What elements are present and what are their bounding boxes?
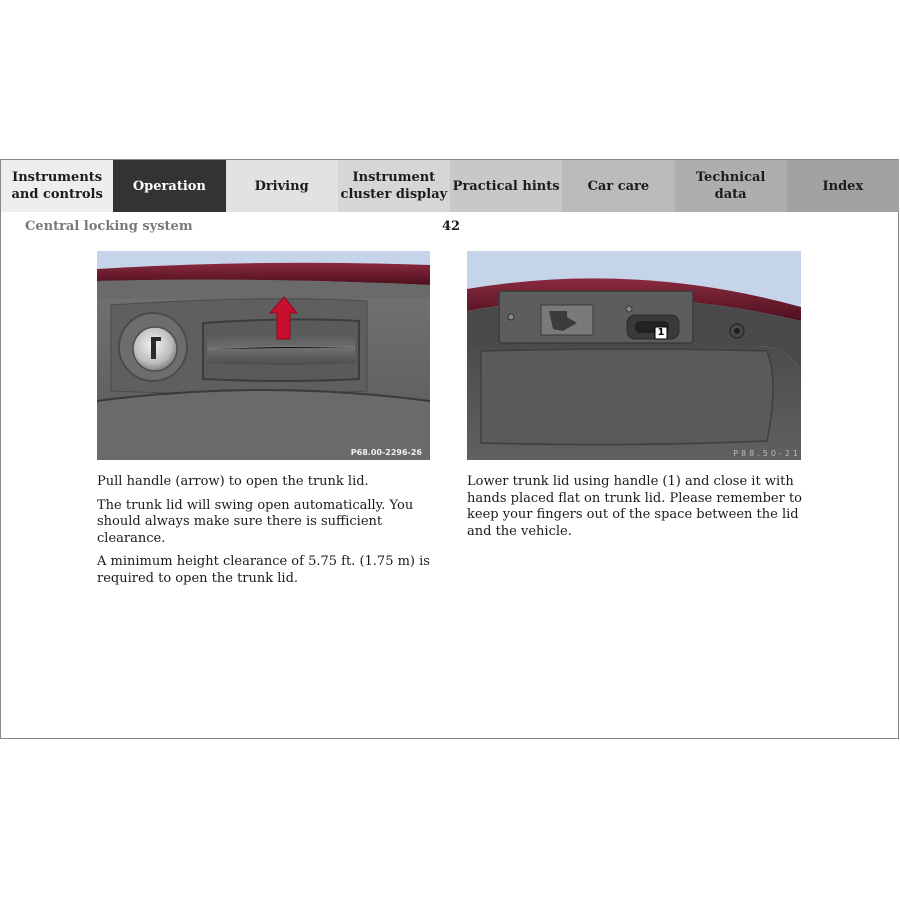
tab-instruments-and-controls[interactable]: Instruments and controls bbox=[1, 160, 113, 212]
figure-code: P68.00-2296-26 bbox=[350, 448, 422, 457]
callout-number: 1 bbox=[657, 327, 665, 338]
left-column-text bbox=[97, 474, 442, 594]
page-number: 42 bbox=[442, 219, 461, 234]
tab-car-care[interactable]: Car care bbox=[562, 160, 674, 212]
trunk-handle-figure bbox=[97, 251, 430, 460]
tab-practical-hints[interactable]: Practical hints bbox=[450, 160, 562, 212]
paragraph: The trunk lid will swing open automatically. You should always make sure there is sufficient clearance. bbox=[97, 497, 414, 546]
paragraph: Pull handle (arrow) to open the trunk lid. bbox=[97, 474, 369, 489]
tab-operation[interactable]: Operation bbox=[113, 160, 225, 212]
tab-technical-data[interactable]: Technical data bbox=[675, 160, 787, 212]
right-column-text bbox=[467, 474, 812, 547]
paragraph: A minimum height clearance of 5.75 ft. (1.75 m) is required to open the trunk lid. bbox=[97, 554, 430, 586]
paragraph: Lower trunk lid using handle (1) and close it with hands placed flat on trunk lid. Please remember to keep your fingers out of the space between the lid and the vehicle. bbox=[467, 474, 802, 539]
tab-driving[interactable]: Driving bbox=[226, 160, 338, 212]
section-title: Central locking system bbox=[25, 219, 193, 234]
figure-code: P88.50-21 bbox=[733, 449, 801, 458]
tab-index[interactable]: Index bbox=[787, 160, 899, 212]
trunk-lid-figure bbox=[467, 251, 801, 460]
chapter-tabs bbox=[1, 160, 899, 212]
trunk-lid-interior-handle-illustration bbox=[467, 251, 801, 460]
tab-instrument-cluster-display[interactable]: Instrument cluster display bbox=[338, 160, 450, 212]
trunk-handle-with-arrow-illustration bbox=[97, 251, 430, 460]
